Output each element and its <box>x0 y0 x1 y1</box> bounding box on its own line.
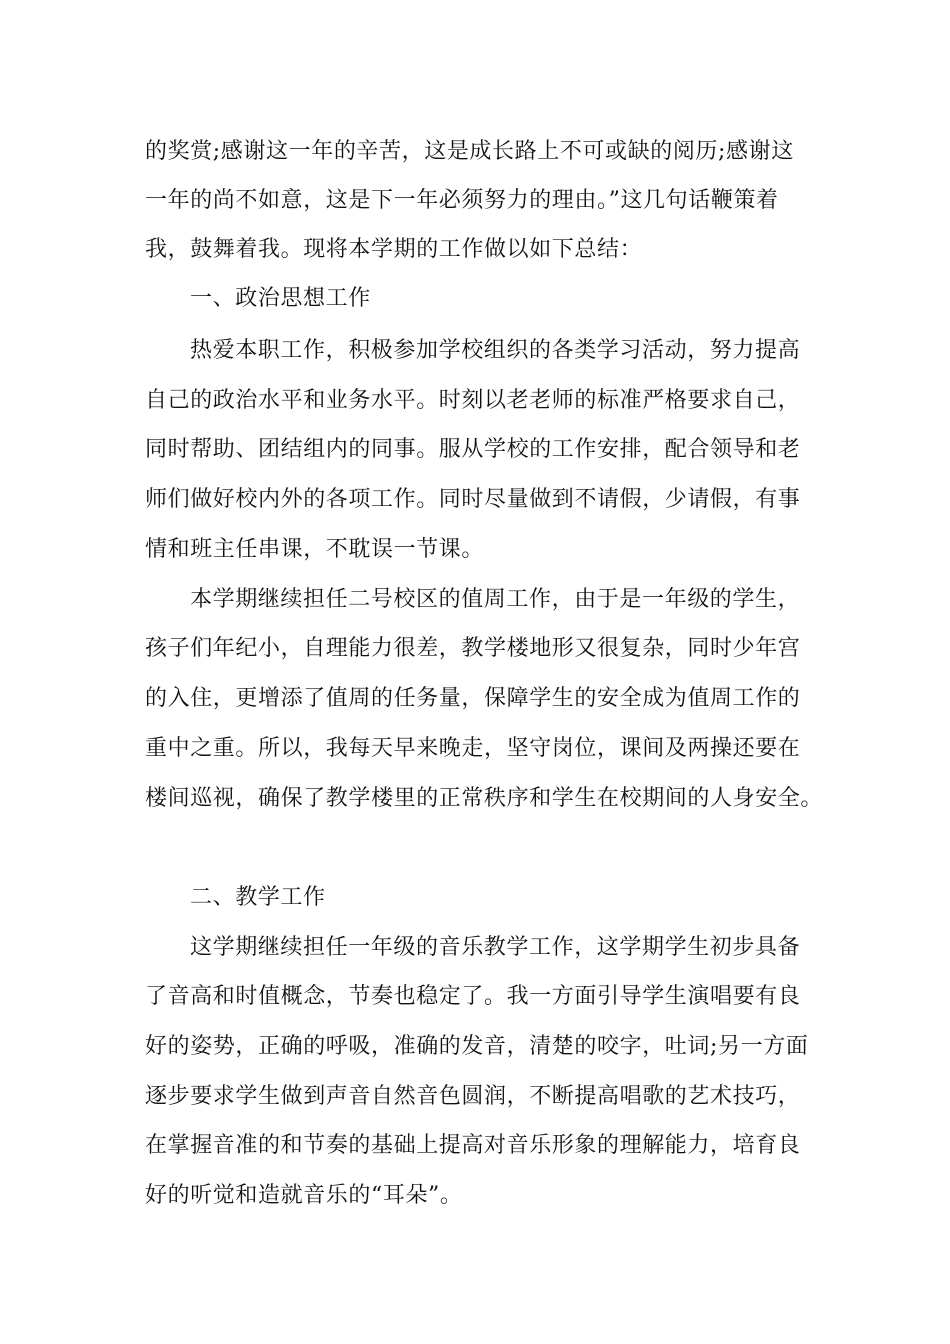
paragraph-line: 重中之重。所以，我每天早来晚走，坚守岗位，课间及两操还要在 <box>145 736 801 761</box>
paragraph-line: 这学期继续担任一年级的音乐教学工作，这学期学生初步具备 <box>190 935 801 960</box>
paragraph-line: 了音高和时值概念，节奏也稳定了。我一方面引导学生演唱要有良 <box>145 984 801 1009</box>
paragraph-line: 逐步要求学生做到声音自然音色圆润，不断提高唱歌的艺术技巧， <box>145 1084 801 1109</box>
paragraph-line: 热爱本职工作，积极参加学校组织的各类学习活动，努力提高 <box>190 338 801 363</box>
paragraph-line: 好的听觉和造就音乐的“耳朵”。 <box>145 1183 463 1208</box>
paragraph-line: 自己的政治水平和业务水平。时刻以老老师的标准严格要求自己， <box>145 388 801 413</box>
paragraph-line: 楼间巡视，确保了教学楼里的正常秩序和学生在校期间的人身安全。 <box>145 786 824 811</box>
section-heading: 二、教学工作 <box>190 885 326 910</box>
paragraph-line: 我，鼓舞着我。现将本学期的工作做以如下总结： <box>145 237 643 262</box>
paragraph-line: 的奖赏;感谢这一年的辛苦，这是成长路上不可或缺的阅历;感谢这 <box>145 139 794 164</box>
paragraph-line: 一年的尚不如意，这是下一年必须努力的理由。”这几句话鞭策着 <box>145 188 779 213</box>
section-heading: 一、政治思想工作 <box>190 286 371 311</box>
paragraph-line: 本学期继续担任二号校区的值周工作，由于是一年级的学生， <box>190 587 801 612</box>
paragraph-line: 的入住，更增添了值周的任务量，保障学生的安全成为值周工作的 <box>145 686 801 711</box>
paragraph-line: 好的姿势，正确的呼吸，准确的发音，清楚的咬字，吐词;另一方面 <box>145 1034 809 1059</box>
paragraph-line: 在掌握音准的和节奏的基础上提高对音乐形象的理解能力，培育良 <box>145 1133 801 1158</box>
paragraph-line: 孩子们年纪小，自理能力很差，教学楼地形又很复杂，同时少年宫 <box>145 636 801 661</box>
paragraph-line: 师们做好校内外的各项工作。同时尽量做到不请假，少请假，有事 <box>145 487 801 512</box>
paragraph-line: 情和班主任串课，不耽误一节课。 <box>145 537 485 562</box>
paragraph-line: 同时帮助、团结组内的同事。服从学校的工作安排，配合领导和老 <box>145 437 801 462</box>
